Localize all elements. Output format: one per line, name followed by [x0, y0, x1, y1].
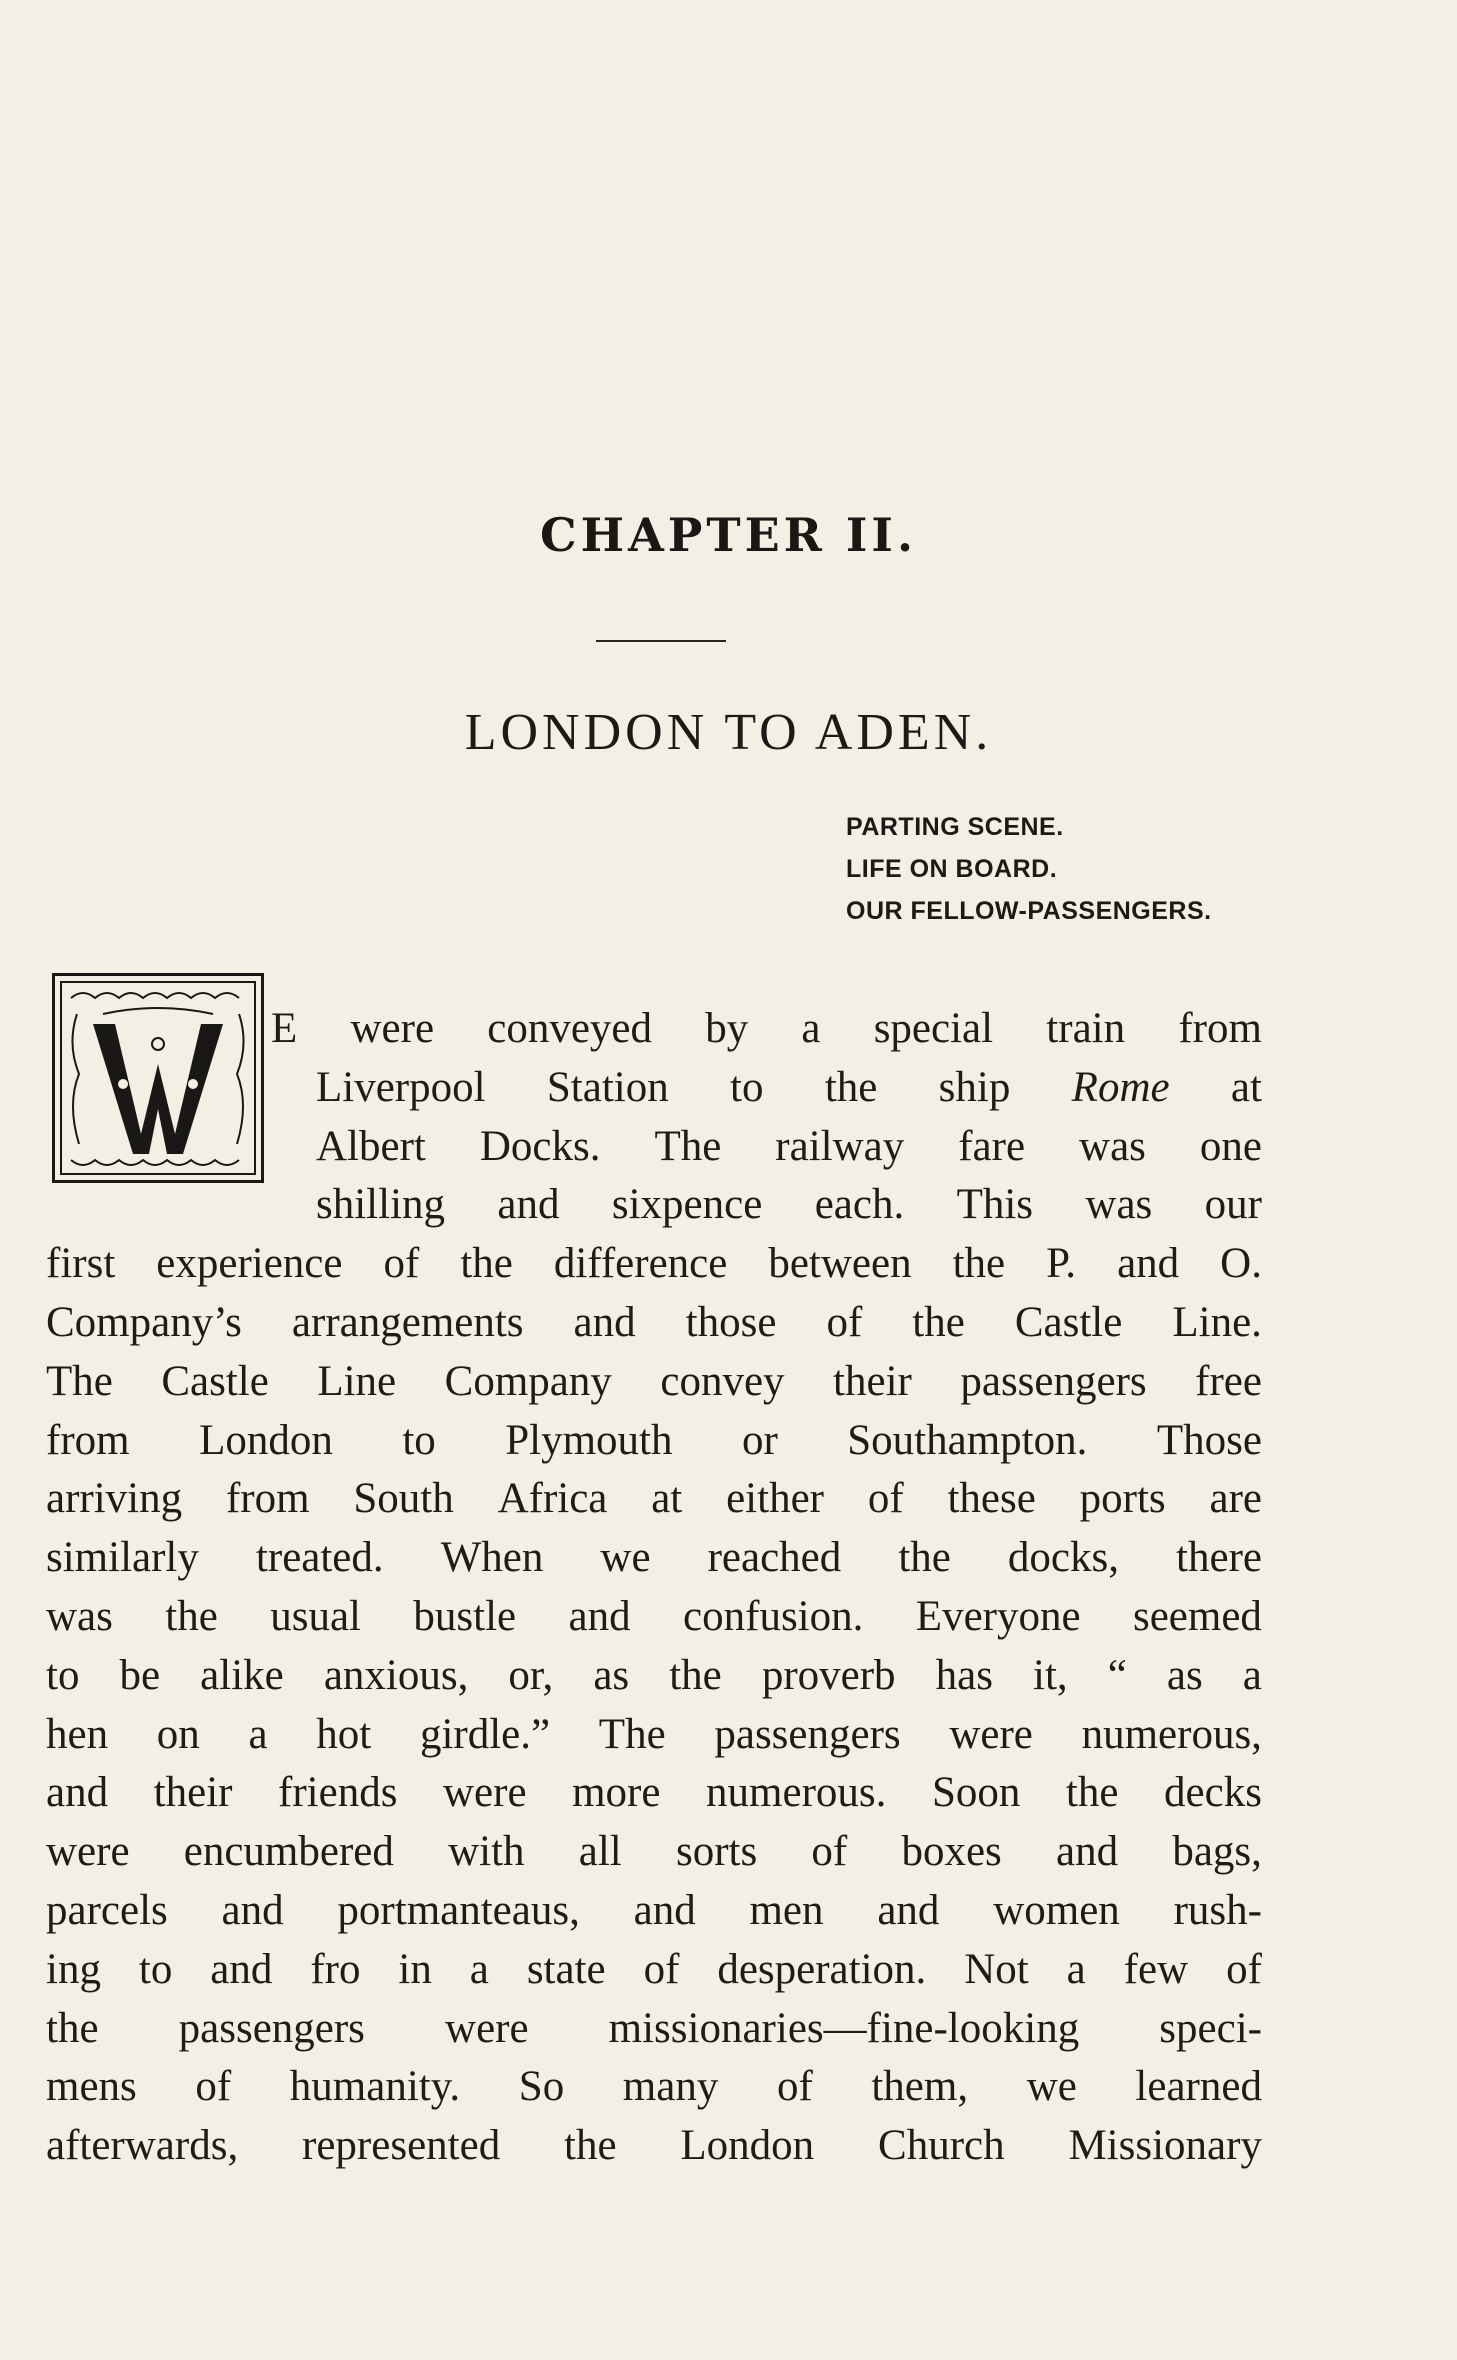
word: the — [460, 1240, 513, 1288]
word: difference — [553, 1240, 728, 1288]
word: was — [1079, 1122, 1146, 1170]
word: Missionary — [1068, 2122, 1262, 2170]
word: a — [1066, 1945, 1086, 1993]
word: O. — [1220, 1240, 1262, 1288]
word: were — [443, 1769, 527, 1817]
word: our — [1204, 1181, 1262, 1229]
text-line — [46, 1000, 1262, 1059]
word: docks, — [1007, 1534, 1119, 1582]
word: has — [935, 1651, 993, 1699]
word: from — [46, 1416, 130, 1464]
body-paragraph — [46, 1000, 1262, 2176]
word: Not — [964, 1945, 1029, 1993]
word: missionaries—fine-looking — [608, 2004, 1080, 2052]
word: or, — [508, 1651, 554, 1699]
word: those — [685, 1298, 777, 1346]
word: were — [350, 1005, 435, 1052]
word: arrangements — [291, 1298, 524, 1346]
text-line — [46, 2058, 1262, 2117]
word: bustle — [413, 1592, 517, 1640]
text-line — [46, 1470, 1262, 1529]
word: were — [445, 2004, 529, 2052]
word: either — [726, 1475, 824, 1523]
text-line — [46, 1353, 1262, 1412]
word: of — [643, 1945, 680, 1993]
word: humanity. — [289, 2063, 461, 2111]
word: passengers — [178, 2004, 365, 2052]
text-line — [46, 1823, 1262, 1882]
word: friends — [278, 1769, 398, 1817]
word: mens — [46, 2063, 137, 2111]
word: This — [956, 1181, 1034, 1229]
word: each. — [814, 1181, 905, 1229]
word: P. — [1046, 1240, 1077, 1288]
word: Everyone — [915, 1592, 1081, 1640]
word: and — [221, 1886, 284, 1934]
word: one — [1199, 1122, 1262, 1170]
word: and — [497, 1181, 560, 1229]
word: we — [1026, 2063, 1077, 2111]
text-line — [46, 1412, 1262, 1471]
word: the — [898, 1534, 951, 1582]
word: them, — [871, 2063, 969, 2111]
word: on — [156, 1710, 200, 1758]
word: the — [952, 1240, 1006, 1288]
word: alike — [200, 1651, 284, 1699]
word: few — [1123, 1945, 1189, 1993]
word: Liverpool — [316, 1063, 486, 1111]
word: Southampton. — [847, 1416, 1088, 1464]
text-line — [46, 1176, 1262, 1235]
word: was — [46, 1592, 113, 1640]
word: and — [46, 1769, 109, 1817]
word: the — [165, 1592, 218, 1640]
word: were — [949, 1710, 1033, 1758]
word: and — [573, 1298, 636, 1346]
word: more — [572, 1769, 661, 1817]
word: a — [801, 1005, 821, 1052]
word: portmanteaus, — [337, 1886, 580, 1934]
text-line — [46, 1706, 1262, 1765]
word: experience — [156, 1240, 343, 1288]
word: Castle — [1014, 1298, 1123, 1346]
word: ports — [1079, 1475, 1166, 1523]
contents-item: LIFE ON BOARD. — [846, 855, 1058, 883]
word: Rome — [1071, 1063, 1170, 1111]
word: fro — [310, 1945, 361, 1993]
word: and — [877, 1886, 940, 1934]
word: as — [593, 1651, 630, 1699]
word: Those — [1156, 1416, 1262, 1464]
chapter-subtitle: LONDON TO ADEN. — [464, 704, 993, 761]
word: hot — [316, 1710, 372, 1758]
word: or — [741, 1416, 778, 1464]
word: E — [271, 1005, 298, 1052]
word: learned — [1135, 2063, 1262, 2111]
word: afterwards, — [46, 2122, 239, 2170]
word: were — [46, 1828, 130, 1876]
word: of — [867, 1475, 904, 1523]
word: of — [776, 2063, 813, 2111]
word: Plymouth — [505, 1416, 673, 1464]
word: ing — [46, 1945, 101, 1993]
word: there — [1176, 1534, 1262, 1582]
word: Soon — [931, 1769, 1021, 1817]
word: at — [651, 1475, 683, 1523]
word: from — [1178, 1005, 1262, 1052]
word: seemed — [1132, 1592, 1262, 1640]
word: sixpence — [611, 1181, 763, 1229]
word: and — [568, 1592, 631, 1640]
text-line — [46, 1235, 1262, 1294]
word: to — [730, 1063, 764, 1111]
word: numerous. — [706, 1769, 887, 1817]
word: When — [440, 1534, 544, 1582]
word: bags, — [1172, 1828, 1262, 1876]
word: as — [1166, 1651, 1203, 1699]
text-line — [46, 2000, 1262, 2059]
word: with — [448, 1828, 525, 1876]
word: The — [654, 1122, 722, 1170]
word: between — [768, 1240, 912, 1288]
text-line — [46, 1764, 1262, 1823]
word: a — [469, 1945, 489, 1993]
text-line — [46, 1059, 1262, 1118]
word: ship — [938, 1063, 1011, 1111]
word: Company — [444, 1357, 612, 1405]
chapter-title: CHAPTER II. — [540, 508, 917, 562]
word: The — [46, 1357, 113, 1405]
word: Line. — [1172, 1298, 1262, 1346]
word: hen — [46, 1710, 109, 1758]
text-line — [46, 1941, 1262, 2000]
word: passengers — [714, 1710, 901, 1758]
contents-item: PARTING SCENE. — [846, 813, 1064, 841]
word: the — [669, 1651, 722, 1699]
word: encumbered — [183, 1828, 394, 1876]
word: all — [578, 1828, 622, 1876]
word: women — [993, 1886, 1120, 1934]
word: conveyed — [487, 1005, 652, 1052]
word: Africa — [497, 1475, 608, 1523]
word: and — [1117, 1240, 1180, 1288]
text-line — [46, 1118, 1262, 1177]
word: rush- — [1173, 1886, 1262, 1934]
text-line — [46, 1294, 1262, 1353]
word: shilling — [316, 1181, 446, 1229]
word: Albert — [316, 1122, 426, 1170]
word: London — [199, 1416, 333, 1464]
word: proverb — [761, 1651, 896, 1699]
word: usual — [270, 1592, 362, 1640]
word: the — [912, 1298, 965, 1346]
word: of — [826, 1298, 863, 1346]
word: “ — [1107, 1651, 1127, 1699]
word: of — [383, 1240, 420, 1288]
word: Docks. — [479, 1122, 601, 1170]
word: to — [46, 1651, 80, 1699]
word: numerous, — [1081, 1710, 1262, 1758]
word: fare — [958, 1122, 1026, 1170]
word: So — [518, 2063, 565, 2111]
word: reached — [707, 1534, 842, 1582]
chapter-contents — [846, 806, 1212, 932]
word: be — [119, 1651, 161, 1699]
word: The — [598, 1710, 666, 1758]
text-line — [46, 1529, 1262, 1588]
word: speci- — [1159, 2004, 1262, 2052]
word: free — [1195, 1357, 1262, 1405]
word: Church — [878, 2122, 1005, 2170]
word: state — [526, 1945, 606, 1993]
contents-item: OUR FELLOW-PASSENGERS. — [846, 897, 1212, 925]
word: Company’s — [46, 1298, 242, 1346]
word: many — [622, 2063, 719, 2111]
text-line — [46, 1647, 1262, 1706]
word: boxes — [901, 1828, 1002, 1876]
word: treated. — [255, 1534, 384, 1582]
word: their — [153, 1769, 233, 1817]
word: it, — [1033, 1651, 1068, 1699]
word: confusion. — [683, 1592, 864, 1640]
word: desperation. — [717, 1945, 927, 1993]
word: of — [811, 1828, 848, 1876]
word: represented — [302, 2122, 501, 2170]
word: Station — [546, 1063, 669, 1111]
word: of — [1226, 1945, 1262, 1993]
word: arriving — [46, 1475, 183, 1523]
word: from — [225, 1475, 310, 1523]
word: by — [705, 1005, 749, 1052]
word: are — [1209, 1475, 1262, 1523]
text-line — [46, 2117, 1262, 2176]
word: passengers — [960, 1357, 1147, 1405]
word: similarly — [46, 1534, 199, 1582]
word: a — [1242, 1651, 1262, 1699]
word: in — [398, 1945, 432, 1993]
title-rule — [596, 640, 726, 642]
word: their — [833, 1357, 912, 1405]
word: the — [824, 1063, 878, 1111]
text-line — [46, 1882, 1262, 1941]
word: London — [680, 2122, 815, 2170]
word: train — [1046, 1005, 1126, 1052]
word: railway — [775, 1122, 905, 1170]
word: to — [138, 1945, 173, 1993]
word: to — [402, 1416, 436, 1464]
word: was — [1085, 1181, 1153, 1229]
word: and — [633, 1886, 696, 1934]
word: special — [873, 1005, 994, 1052]
word: a — [248, 1710, 268, 1758]
word: and — [1056, 1828, 1119, 1876]
word: these — [947, 1475, 1036, 1523]
word: the — [46, 2004, 99, 2052]
word: the — [564, 2122, 617, 2170]
word: and — [210, 1945, 273, 1993]
word: men — [749, 1886, 824, 1934]
word: first — [46, 1240, 116, 1288]
word: anxious, — [323, 1651, 469, 1699]
word: the — [1065, 1769, 1119, 1817]
word: parcels — [46, 1886, 168, 1934]
word: we — [600, 1534, 651, 1582]
word: sorts — [675, 1828, 758, 1876]
word: decks — [1164, 1769, 1262, 1817]
word: girdle.” — [419, 1710, 551, 1758]
text-line — [46, 1588, 1262, 1647]
word: Line — [317, 1357, 397, 1405]
word: of — [195, 2063, 232, 2111]
word: Castle — [161, 1357, 269, 1405]
word: South — [353, 1475, 454, 1523]
word: at — [1230, 1063, 1262, 1111]
word: convey — [660, 1357, 785, 1405]
